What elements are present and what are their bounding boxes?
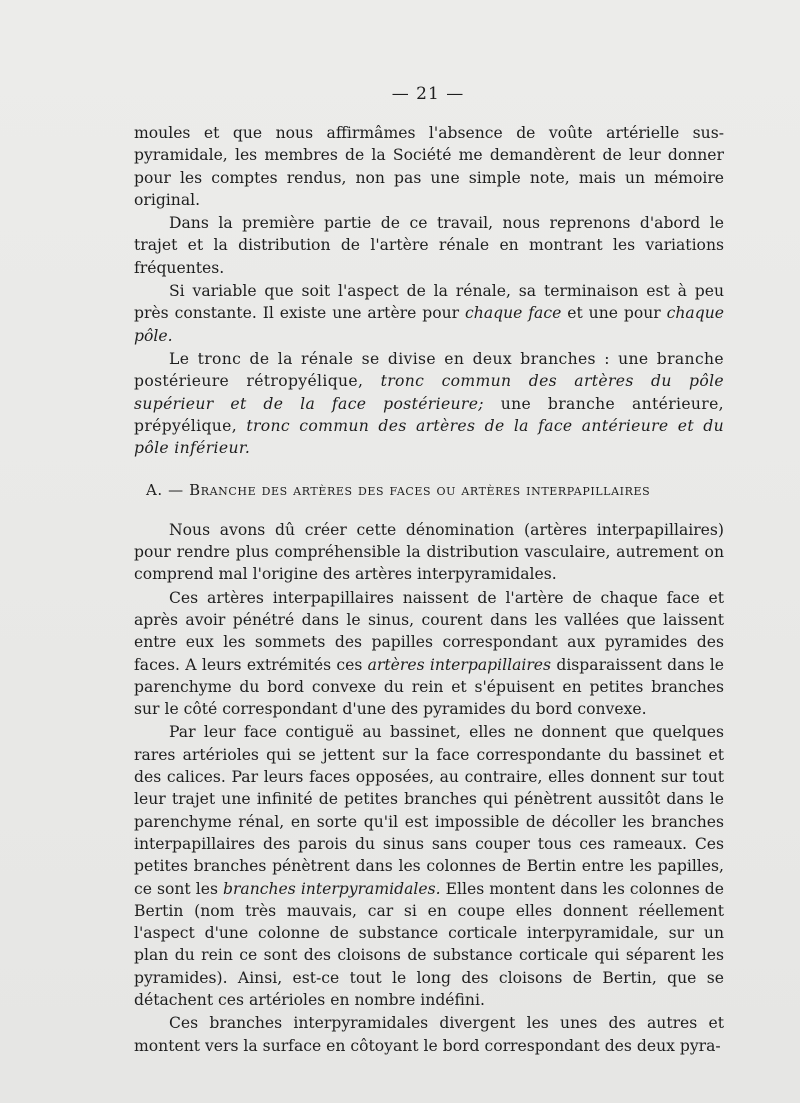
body-text: [134, 122, 724, 1057]
paragraph-7-text-b: Elles montent dans les colonnes de Bertin (nom très mauvais, car si en coupe elles donnent réellement l'aspect d'une colonne de substance corticale interpyramidale, sur un plan du rein ce sont des cloisons de substance corticale qui séparent les pyramides). Ainsi, est-ce tout le long des cloisons de Bertin, que se détachent ces artérioles en nombre indéfini.: [134, 879, 724, 1009]
paragraph-2: Dans la première partie de ce travail, nous reprenons d'abord le trajet et la distribution de l'artère rénale en montrant les variations fréquentes.: [134, 214, 724, 277]
page-number: — 21 —: [391, 84, 465, 104]
paragraph-4: [134, 348, 724, 459]
paragraph-3-italic-a: chaque face: [465, 304, 562, 323]
paragraph-3-text-a: Si variable que soit l'aspect de la rénale, sa terminaison est à peu près constante. Il existe une artère pour: [134, 282, 724, 323]
paragraph-3: [134, 280, 724, 347]
paragraph-4-text-a: Le tronc de la rénale se divise en deux branches : une branche postérieure rétropyélique,: [134, 349, 724, 391]
paragraph-6: [134, 587, 724, 721]
paragraph-6-text-a: Ces artères interpapillaires naissent de l'artère de chaque face et après avoir pénétré dans le sinus, courent dans les vallées que laissent entre eux les sommets des papilles correspondant aux pyramides des faces. A leurs extrémités ces: [134, 588, 724, 674]
paragraph-1: moules et que nous affirmâmes l'absence de voûte artérielle sus-pyramidale, les membres de la Société me demandèrent de leur donner pour les comptes rendus, non pas une simple note, mais un mémoire original.: [134, 124, 724, 209]
paragraph-3-text-b: et une pour: [561, 304, 667, 323]
paragraph-7-text-a: Par leur face contiguë au bassinet, elles ne donnent que quelques rares artérioles qui se jettent sur la face correspondante du bassinet et des calices. Par leurs faces opposées, au contraire, elles donnent sur tout leur trajet une infinité de petites branches qui pénètrent aussitôt dans le parenchyme rénal, en sorte qu'il est impossible de décoller les branches interpapillaires des parois du sinus sans couper tous ces rameaux. Ces petites branches pénètrent dans les colonnes de Bertin entre les papilles, ce sont les: [134, 723, 724, 898]
paragraph-3-italic-b: chaque pôle.: [134, 304, 724, 345]
paragraph-7-italic: branches interpyramidales.: [223, 879, 441, 898]
section-heading: A. — Branche des artères des faces ou artères interpapillaires: [146, 481, 651, 500]
paragraph-4-italic-a: tronc commun des artères du pôle supérieur et de la face postérieure;: [134, 372, 725, 413]
paragraph-8: Ces branches interpyramidales divergent les unes des autres et montent vers la surface en côtoyant le bord correspondant des deux pyra-: [134, 1014, 724, 1055]
paragraph-7: [134, 721, 724, 1011]
paragraph-5: Nous avons dû créer cette dénomination (artères interpapillaires) pour rendre plus compréhensible la distribution vasculaire, autrement on comprend mal l'origine des artères interpyramidales.: [134, 520, 724, 584]
paragraph-4-text-b: une branche antérieure, prépyélique,: [134, 394, 724, 435]
paragraph-4-italic-b: tronc commun des artères de la face antérieure et du pôle inférieur.: [134, 416, 724, 458]
paragraph-6-italic: artères interpapillaires: [367, 655, 552, 674]
paragraph-6-text-b: disparaissent dans le parenchyme du bord convexe du rein et s'épuisent en petites branches sur le côté correspondant d'une des pyramides du bord convexe.: [134, 655, 724, 719]
